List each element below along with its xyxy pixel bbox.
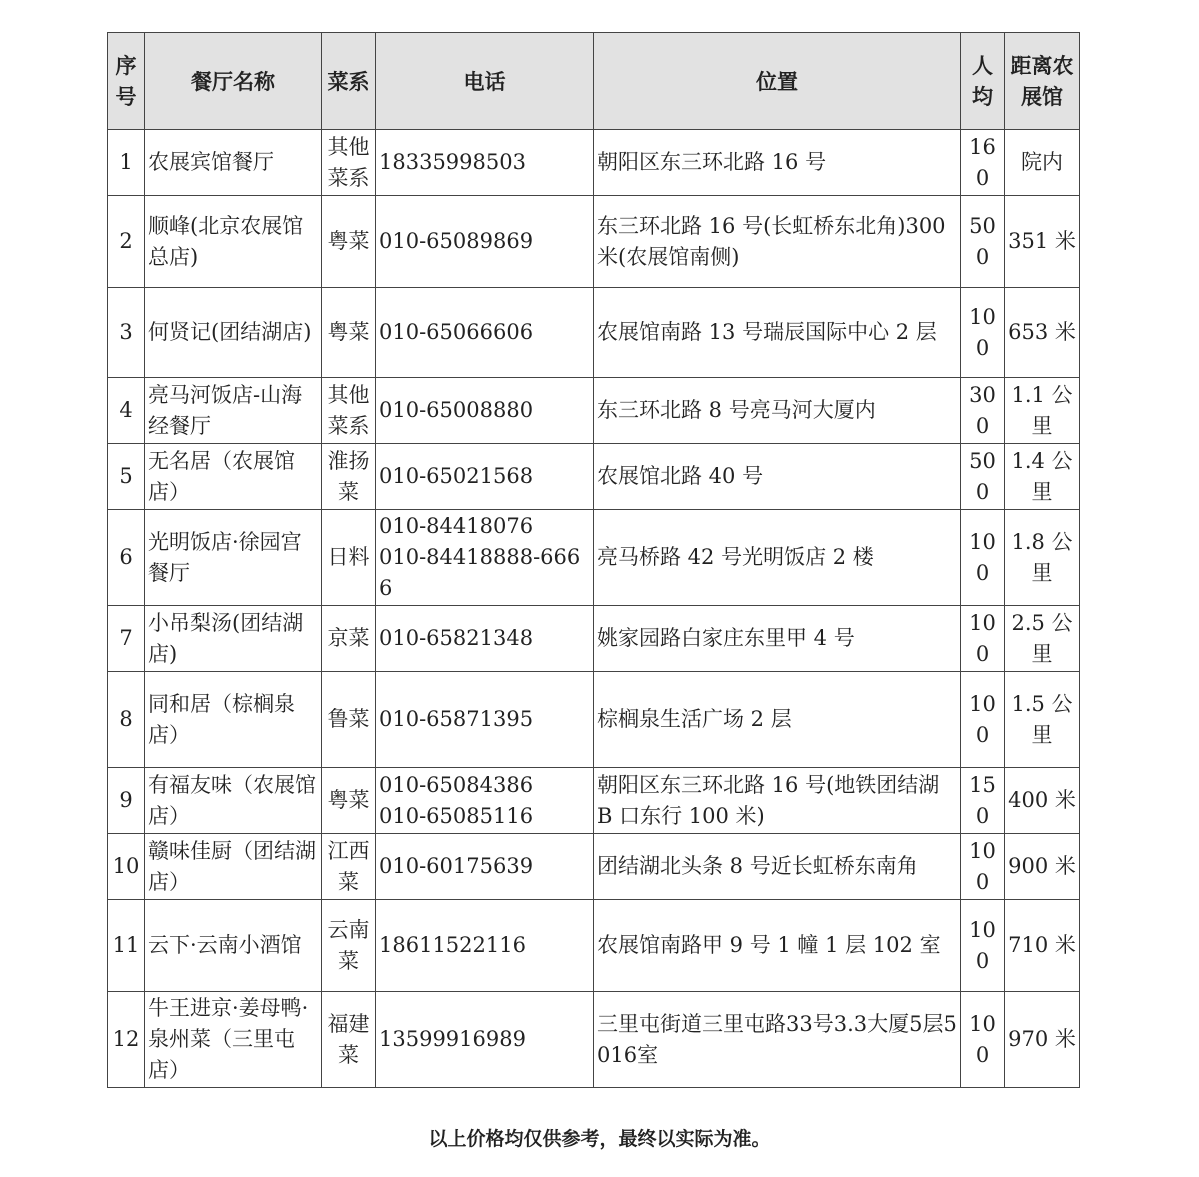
distance-cell: 900 米 <box>1005 834 1080 900</box>
phone-cell: 010-65089869 <box>376 196 594 288</box>
restaurant-name-cell: 牛王进京·姜母鸭·泉州菜（三里屯店） <box>145 992 322 1088</box>
address-cell: 农展馆北路 40 号 <box>594 444 961 510</box>
address-cell: 东三环北路 16 号(长虹桥东北角)300 米(农展馆南侧) <box>594 196 961 288</box>
table-row <box>108 834 1080 900</box>
header-cuisine: 菜系 <box>322 33 376 130</box>
restaurant-name-cell: 小吊梨汤(团结湖店) <box>145 606 322 672</box>
avg-price-cell: 100 <box>961 992 1005 1088</box>
table-row <box>108 444 1080 510</box>
avg-price-cell: 100 <box>961 510 1005 606</box>
header-price: 人均 <box>961 33 1005 130</box>
row-number-cell: 7 <box>108 606 145 672</box>
row-number-cell: 3 <box>108 288 145 378</box>
phone-cell: 010-65066606 <box>376 288 594 378</box>
cuisine-cell: 粤菜 <box>322 288 376 378</box>
avg-price-cell: 100 <box>961 288 1005 378</box>
phone-cell: 010-65008880 <box>376 378 594 444</box>
table-row <box>108 130 1080 196</box>
row-number-cell: 4 <box>108 378 145 444</box>
header-phone: 电话 <box>376 33 594 130</box>
address-cell: 三里屯街道三里屯路33号3.3大厦5层5016室 <box>594 992 961 1088</box>
restaurant-name-cell: 有福友味（农展馆店） <box>145 768 322 834</box>
phone-cell: 010-65084386 010-65085116 <box>376 768 594 834</box>
phone-cell: 18335998503 <box>376 130 594 196</box>
avg-price-cell: 100 <box>961 834 1005 900</box>
restaurant-name-cell: 赣味佳厨（团结湖店） <box>145 834 322 900</box>
phone-cell: 010-65021568 <box>376 444 594 510</box>
address-cell: 朝阳区东三环北路 16 号(地铁团结湖 B 口东行 100 米) <box>594 768 961 834</box>
table-row <box>108 288 1080 378</box>
avg-price-cell: 100 <box>961 672 1005 768</box>
table-row <box>108 196 1080 288</box>
header-distance: 距离农展馆 <box>1005 33 1080 130</box>
address-cell: 农展馆南路甲 9 号 1 幢 1 层 102 室 <box>594 900 961 992</box>
cuisine-cell: 鲁菜 <box>322 672 376 768</box>
distance-cell: 2.5 公里 <box>1005 606 1080 672</box>
table-row <box>108 378 1080 444</box>
address-cell: 亮马桥路 42 号光明饭店 2 楼 <box>594 510 961 606</box>
address-cell: 团结湖北头条 8 号近长虹桥东南角 <box>594 834 961 900</box>
avg-price-cell: 100 <box>961 606 1005 672</box>
restaurant-name-cell: 光明饭店·徐园宫餐厅 <box>145 510 322 606</box>
cuisine-cell: 京菜 <box>322 606 376 672</box>
distance-cell: 1.1 公里 <box>1005 378 1080 444</box>
cuisine-cell: 福建菜 <box>322 992 376 1088</box>
row-number-cell: 2 <box>108 196 145 288</box>
avg-price-cell: 150 <box>961 768 1005 834</box>
avg-price-cell: 300 <box>961 378 1005 444</box>
distance-cell: 1.8 公里 <box>1005 510 1080 606</box>
avg-price-cell: 160 <box>961 130 1005 196</box>
cuisine-cell: 淮扬菜 <box>322 444 376 510</box>
cuisine-cell: 其他菜系 <box>322 378 376 444</box>
row-number-cell: 9 <box>108 768 145 834</box>
cuisine-cell: 其他菜系 <box>322 130 376 196</box>
footer-note: 以上价格均仅供参考，最终以实际为准。 <box>428 1128 771 1150</box>
restaurant-name-cell: 顺峰(北京农展馆总店) <box>145 196 322 288</box>
table-row <box>108 510 1080 606</box>
avg-price-cell: 100 <box>961 900 1005 992</box>
address-cell: 棕榈泉生活广场 2 层 <box>594 672 961 768</box>
row-number-cell: 12 <box>108 992 145 1088</box>
row-number-cell: 6 <box>108 510 145 606</box>
header-name: 餐厅名称 <box>145 33 322 130</box>
restaurant-name-cell: 亮马河饭店-山海经餐厅 <box>145 378 322 444</box>
phone-cell: 13599916989 <box>376 992 594 1088</box>
distance-cell: 653 米 <box>1005 288 1080 378</box>
phone-cell: 010-84418076 010-84418888-6666 <box>376 510 594 606</box>
row-number-cell: 1 <box>108 130 145 196</box>
row-number-cell: 10 <box>108 834 145 900</box>
cuisine-cell: 江西菜 <box>322 834 376 900</box>
cuisine-cell: 云南菜 <box>322 900 376 992</box>
address-cell: 农展馆南路 13 号瑞辰国际中心 2 层 <box>594 288 961 378</box>
header-address: 位置 <box>594 33 961 130</box>
distance-cell: 970 米 <box>1005 992 1080 1088</box>
address-cell: 朝阳区东三环北路 16 号 <box>594 130 961 196</box>
phone-cell: 010-65821348 <box>376 606 594 672</box>
restaurant-name-cell: 无名居（农展馆店） <box>145 444 322 510</box>
table-row <box>108 768 1080 834</box>
restaurant-table <box>107 32 1080 1088</box>
distance-cell: 351 米 <box>1005 196 1080 288</box>
restaurant-name-cell: 农展宾馆餐厅 <box>145 130 322 196</box>
restaurant-name-cell: 同和居（棕榈泉店） <box>145 672 322 768</box>
row-number-cell: 5 <box>108 444 145 510</box>
distance-cell: 1.5 公里 <box>1005 672 1080 768</box>
distance-cell: 院内 <box>1005 130 1080 196</box>
restaurant-name-cell: 云下·云南小酒馆 <box>145 900 322 992</box>
table-header-row <box>108 33 1080 130</box>
distance-cell: 1.4 公里 <box>1005 444 1080 510</box>
table-row <box>108 992 1080 1088</box>
phone-cell: 010-60175639 <box>376 834 594 900</box>
table-row <box>108 672 1080 768</box>
table-row <box>108 900 1080 992</box>
distance-cell: 710 米 <box>1005 900 1080 992</box>
header-no: 序号 <box>108 33 145 130</box>
address-cell: 东三环北路 8 号亮马河大厦内 <box>594 378 961 444</box>
cuisine-cell: 日料 <box>322 510 376 606</box>
phone-cell: 18611522116 <box>376 900 594 992</box>
row-number-cell: 8 <box>108 672 145 768</box>
phone-cell: 010-65871395 <box>376 672 594 768</box>
table-body <box>108 130 1080 1088</box>
distance-cell: 400 米 <box>1005 768 1080 834</box>
row-number-cell: 11 <box>108 900 145 992</box>
table-row <box>108 606 1080 672</box>
cuisine-cell: 粤菜 <box>322 768 376 834</box>
avg-price-cell: 500 <box>961 196 1005 288</box>
address-cell: 姚家园路白家庄东里甲 4 号 <box>594 606 961 672</box>
restaurant-name-cell: 何贤记(团结湖店) <box>145 288 322 378</box>
avg-price-cell: 500 <box>961 444 1005 510</box>
cuisine-cell: 粤菜 <box>322 196 376 288</box>
